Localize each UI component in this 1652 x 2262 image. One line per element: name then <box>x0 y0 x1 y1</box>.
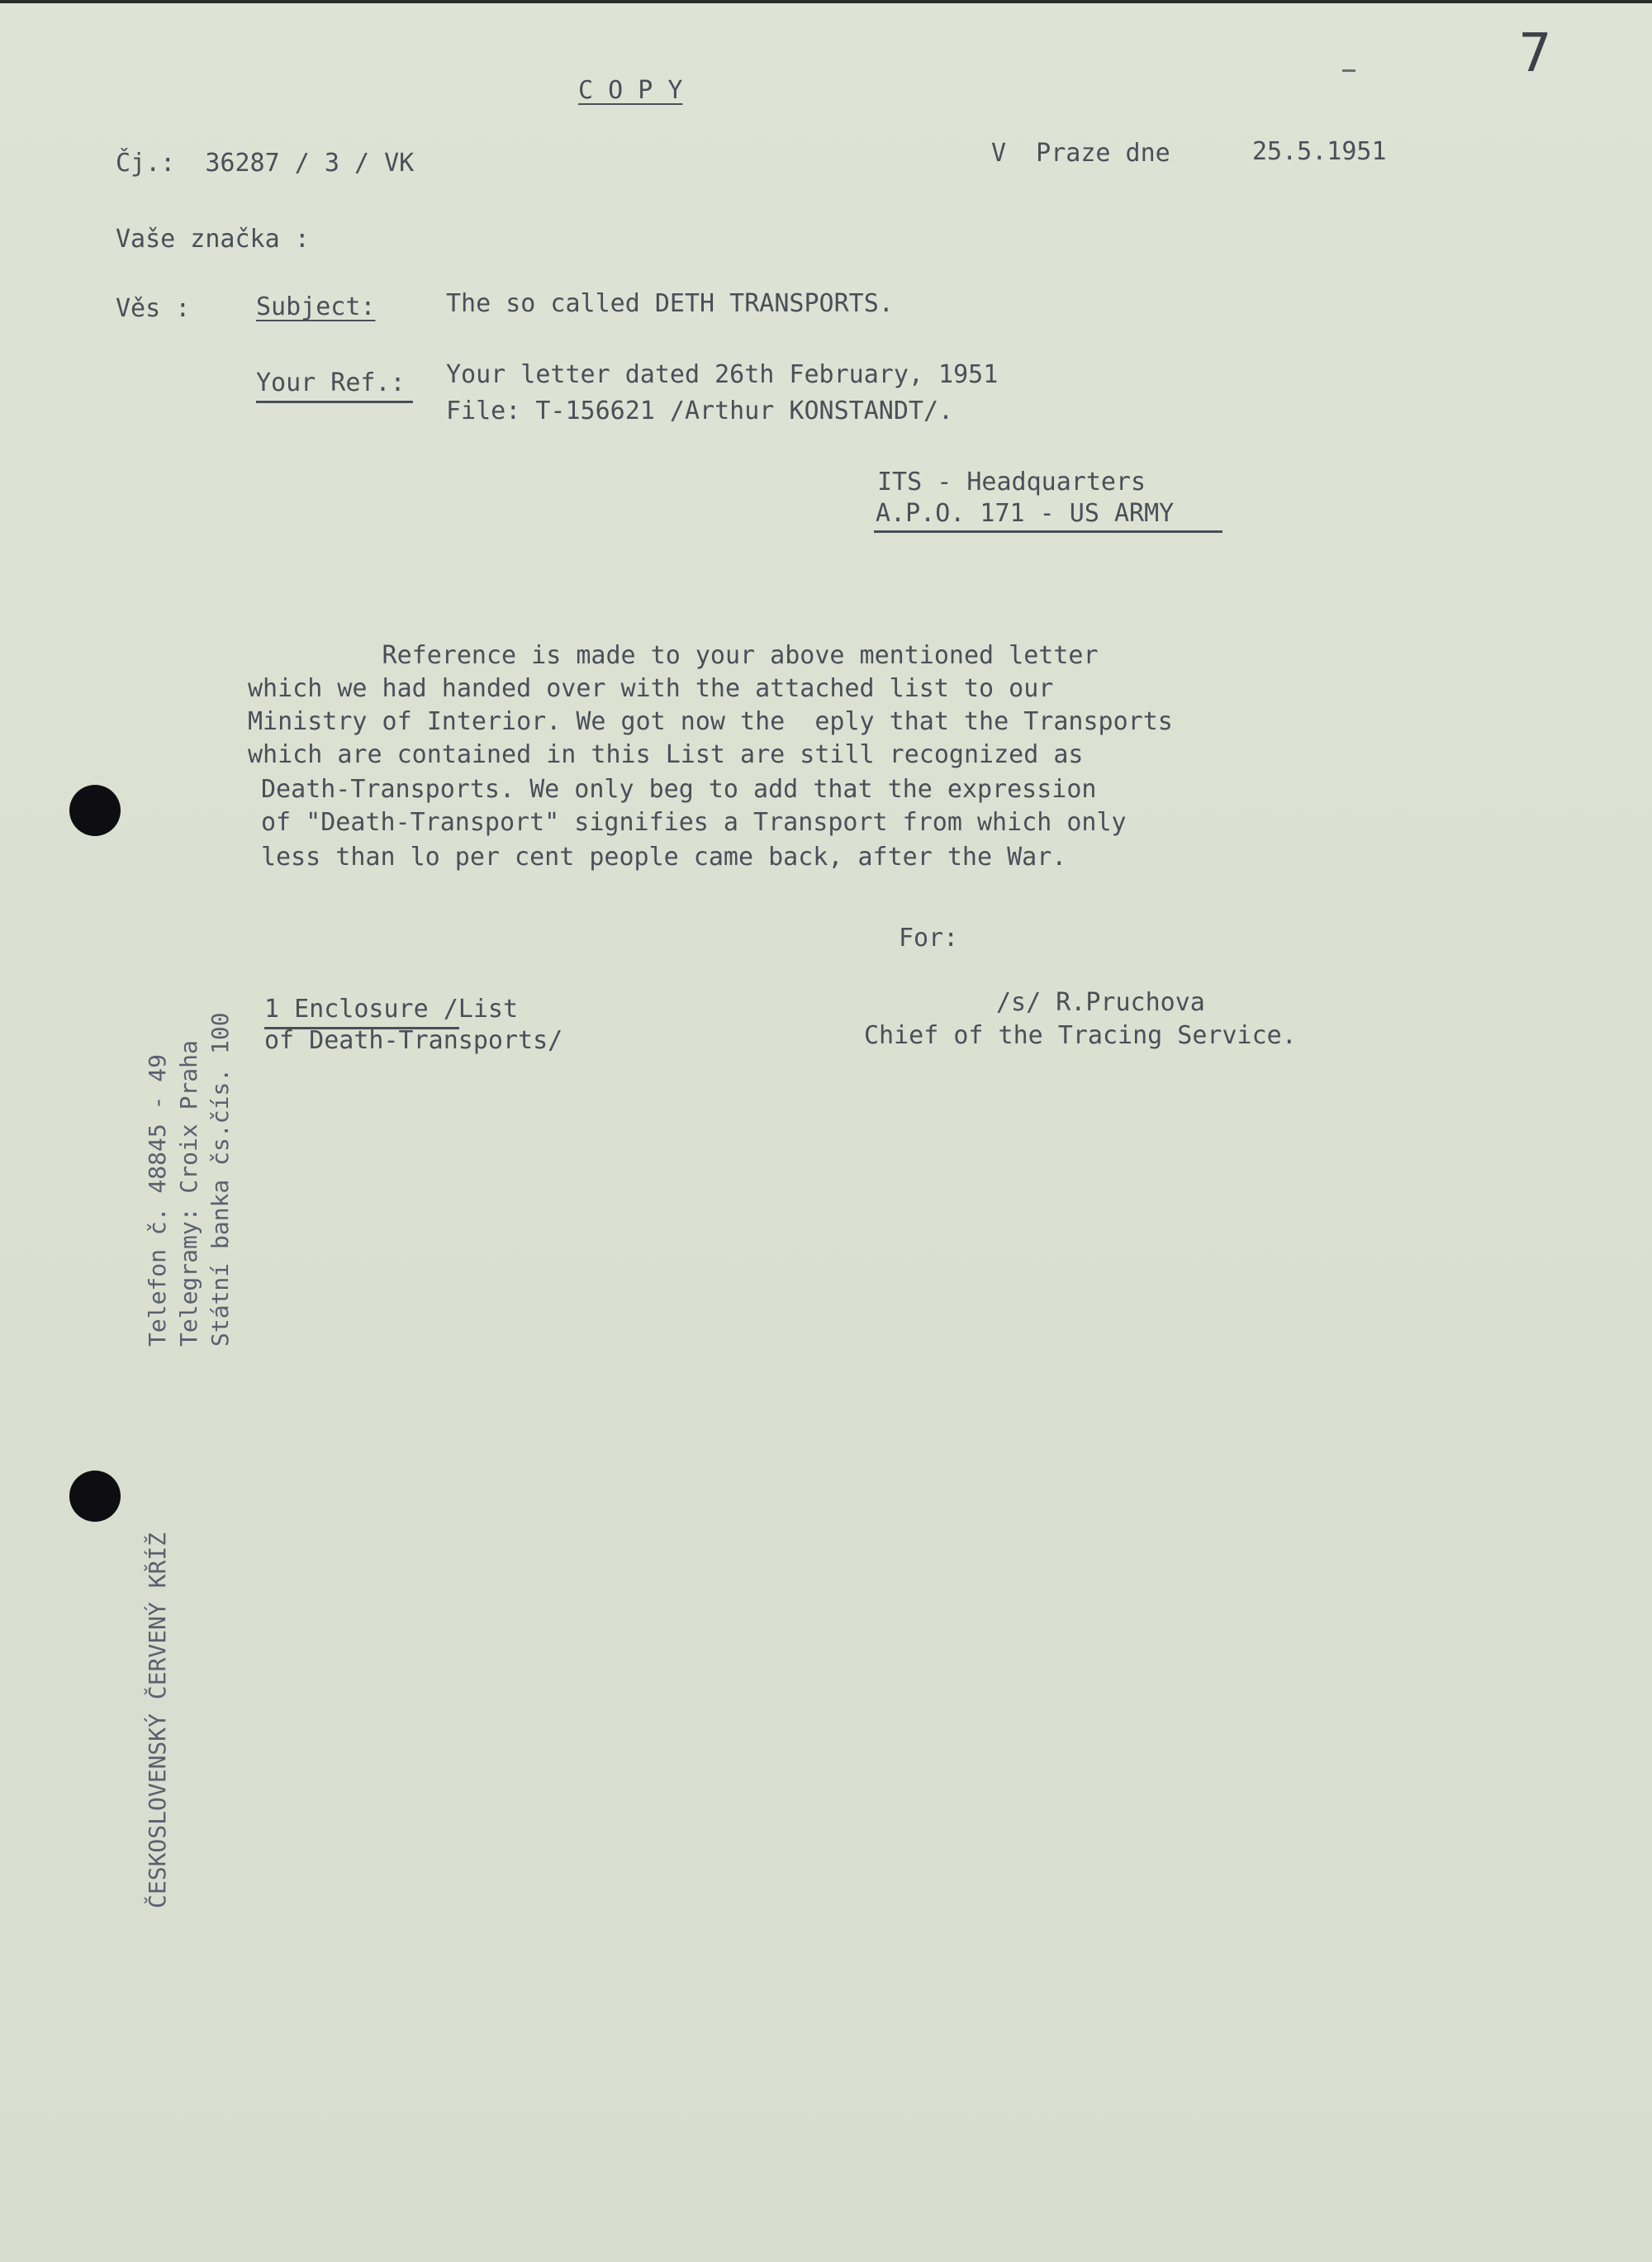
punch-hole <box>69 785 121 836</box>
enclosure-line-2: of Death-Transports/ <box>264 1026 563 1055</box>
body-line: of "Death-Transport" signifies a Transport from which only <box>261 808 1127 837</box>
margin-mark <box>1342 69 1355 72</box>
enclosure-line-1: 1 Enclosure /List <box>264 995 519 1024</box>
body-line: Ministry of Interior. We got now the eply that the Transports <box>248 707 1173 736</box>
signatory-title: Chief of the Tracing Service. <box>864 1021 1297 1050</box>
body-line: which we had handed over with the attached list to our <box>248 674 1054 703</box>
reference-number: Čj.: 36287 / 3 / VK <box>116 149 415 178</box>
your-ref-label: Your Ref.: <box>256 368 406 397</box>
addressee-line-1: ITS - Headquarters <box>877 468 1146 497</box>
place-date-label: V Praze dne <box>991 139 1170 168</box>
body-line: Death-Transports. We only beg to add that the expression <box>261 775 1097 804</box>
body-line: Reference is made to your above mentioned letter <box>248 641 1099 670</box>
letter-date: 25.5.1951 <box>1252 137 1387 166</box>
body-line: less than lo per cent people came back, after the War. <box>261 843 1067 872</box>
your-ref-underline <box>256 401 413 403</box>
your-ref-line-2: File: T-156621 /Arthur KONSTANDT/. <box>446 397 954 425</box>
subject-text: The so called DETH TRANSPORTS. <box>446 289 894 318</box>
signature: /s/ R.Pruchova <box>996 988 1205 1017</box>
subject-label: Subject: <box>256 292 376 321</box>
page-number: 7 <box>1518 23 1552 84</box>
letterhead-phone: Telefon č. 48845 - 49 <box>144 1053 171 1347</box>
addressee-line-2: A.P.O. 171 - US ARMY <box>876 499 1175 528</box>
your-mark-label: Vaše značka : <box>116 225 310 254</box>
for-label: For: <box>899 924 959 953</box>
letterhead-org-name: ČESKOSLOVENSKÝ ČERVENÝ KŘÍŽ <box>144 1532 171 1908</box>
addressee-underline <box>874 530 1222 533</box>
body-line: which are contained in this List are still recognized as <box>248 740 1084 769</box>
top-edge <box>0 0 1652 3</box>
letterhead-bank: Státní banka čs.čís. 100 <box>206 1012 234 1347</box>
copy-label: C O P Y <box>578 76 683 105</box>
your-ref-line-1: Your letter dated 26th February, 1951 <box>446 360 999 389</box>
letterhead-telegrams: Telegramy: Croix Praha <box>175 1040 202 1347</box>
punch-hole <box>69 1471 121 1522</box>
ves-label: Věs : <box>116 294 191 323</box>
